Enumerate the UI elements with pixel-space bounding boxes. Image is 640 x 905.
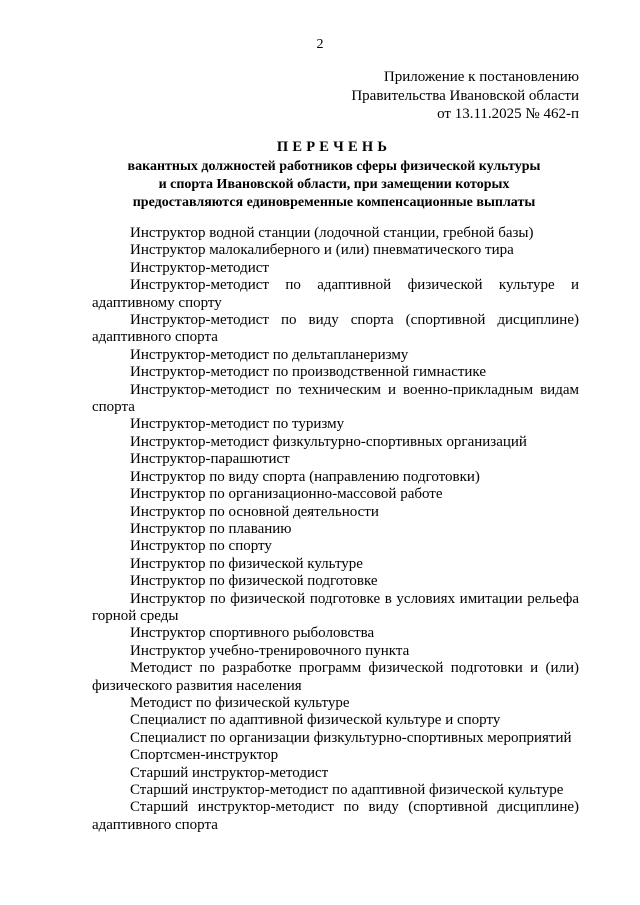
list-item: Инструктор по физической подготовке в условиях имитации рельефа горной среды bbox=[92, 590, 579, 624]
subtitle-line-2: и спорта Ивановской области, при замещении которых bbox=[158, 177, 510, 192]
list-item: Инструктор-парашютист bbox=[130, 451, 290, 468]
list-item: Инструктор-методист физкультурно-спортивных организаций bbox=[130, 433, 527, 450]
list-item: Методист по физической культуре bbox=[130, 694, 350, 711]
appendix-header bbox=[351, 68, 579, 124]
list-item: Старший инструктор-методист по виду (спортивной дисциплине) адаптивного спорта bbox=[92, 799, 579, 833]
subtitle-line-3: предоставляются единовременные компенсационные выплаты bbox=[132, 195, 536, 210]
list-item: Инструктор по основной деятельности bbox=[130, 503, 379, 520]
document-heading bbox=[0, 138, 640, 212]
list-item: Специалист по адаптивной физической культуре и спорту bbox=[130, 712, 501, 729]
list-item: Инструктор по спорту bbox=[130, 538, 272, 555]
list-item: Инструктор по виду спорта (направлению подготовки) bbox=[130, 468, 480, 485]
list-item: Инструктор по физической подготовке bbox=[130, 573, 378, 590]
document-subtitle bbox=[0, 158, 640, 212]
list-item: Инструктор по плаванию bbox=[130, 520, 292, 537]
list-item: Инструктор по физической культуре bbox=[130, 555, 363, 572]
list-item: Инструктор-методист по производственной гимнастике bbox=[130, 364, 487, 381]
appendix-line-3: от 13.11.2025 № 462-п bbox=[437, 106, 579, 122]
positions-list bbox=[92, 225, 579, 834]
list-item: Инструктор учебно-тренировочного пункта bbox=[130, 642, 410, 659]
subtitle-line-1: вакантных должностей работников сферы физической культуры bbox=[127, 159, 541, 174]
list-item: Инструктор по организационно-массовой работе bbox=[130, 486, 443, 503]
list-item: Инструктор спортивного рыболовства bbox=[130, 625, 375, 642]
appendix-line-1: Приложение к постановлению bbox=[383, 69, 579, 85]
list-item: Инструктор-методист по туризму bbox=[130, 416, 345, 433]
list-item: Специалист по организации физкультурно-спортивных мероприятий bbox=[130, 729, 572, 746]
list-item: Старший инструктор-методист по адаптивной физической культуре bbox=[130, 782, 564, 798]
list-item: Методист по разработке программ физической подготовки и (или) физического развития населения bbox=[92, 660, 579, 694]
list-item: Инструктор-методист по адаптивной физической культуре и адаптивному спорту bbox=[92, 277, 579, 311]
document-title: ПЕРЕЧЕНЬ bbox=[276, 139, 392, 155]
list-item: Инструктор водной станции (лодочной станции, гребной базы) bbox=[130, 225, 534, 241]
appendix-line-2: Правительства Ивановской области bbox=[351, 87, 579, 104]
list-item: Старший инструктор-методист bbox=[130, 764, 329, 781]
list-item: Инструктор малокалиберного и (или) пневматического тира bbox=[130, 242, 514, 259]
list-item: Спортсмен-инструктор bbox=[130, 747, 279, 764]
list-item: Инструктор-методист по дельтапланеризму bbox=[130, 346, 409, 363]
list-item: Инструктор-методист по техническим и военно-прикладным видам спорта bbox=[92, 381, 579, 416]
list-item: Инструктор-методист bbox=[130, 259, 269, 276]
list-item: Инструктор-методист по виду спорта (спортивной дисциплине) адаптивного спорта bbox=[92, 312, 579, 346]
page-number: 2 bbox=[316, 37, 324, 52]
